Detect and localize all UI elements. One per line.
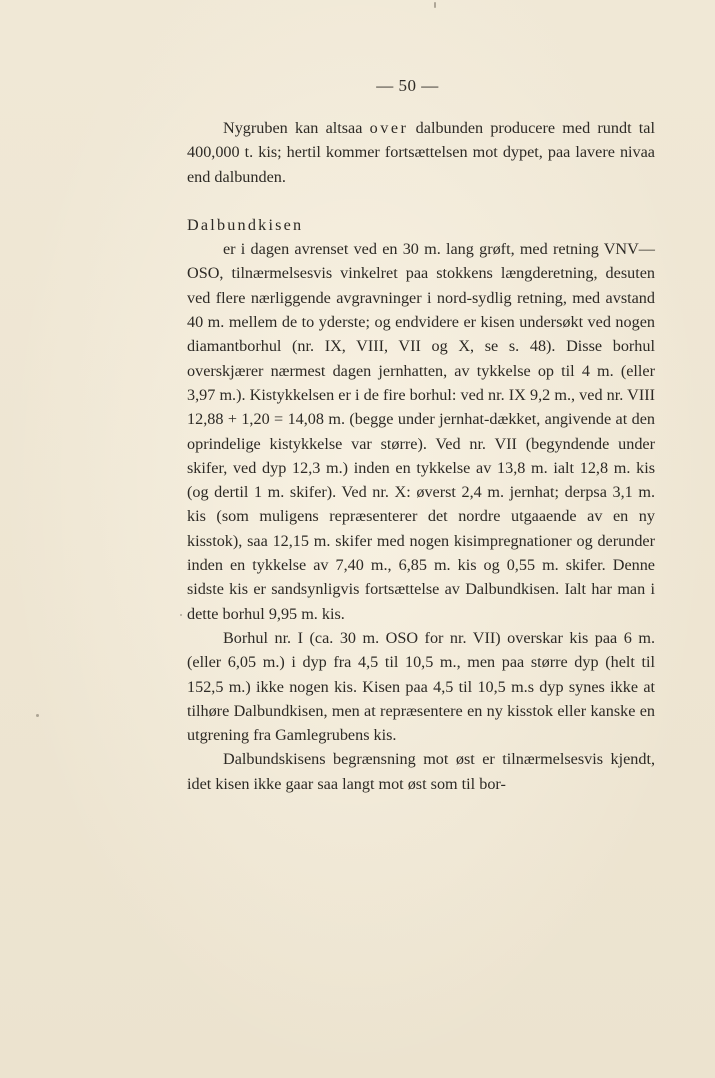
- page-number: — 50 —: [376, 76, 439, 95]
- paragraph-1-rest: dalbunden producere med rundt tal 400,000 t. kis; hertil kommer fortsættelsen mot dypet, paa lavere nivaa end dalbunden.: [187, 119, 655, 186]
- body-text: [187, 116, 655, 796]
- paragraph-2: er i dagen avrenset ved en 30 m. lang grøft, med retning VNV—OSO, tilnærmelsesvis vinkelret paa stokkens længderetning, desuten ved flere nærliggende avgravninger i nord-sydlig retning, med avstand 40 m. mellem de to yderste; og endvidere er kisen undersøkt ved nogen diamantborhul (nr. IX, VIII, VII og X, se s. 48). Disse borhul overskjærer nærmest dagen jernhatten, av tykkelse op til 4 m. (eller 3,97 m.). Kistykkelsen er i de fire borhul: ved nr. IX 9,2 m., ved nr. VIII 12,88 + 1,20 = 14,08 m. (begge under jernhat-dækket, angivende at den oprindelige kistykkelse var større). Ved nr. VII (begyndende under skifer, ved dyp 12,3 m.) inden en tykkelse av 13,8 m. ialt 12,8 m. kis (og dertil 1 m. skifer). Ved nr. X: øverst 2,4 m. jernhat; derpsa 3,1 m. kis (som muligens repræsenterer det nordre utgaaende av en ny kisstok), saa 12,15 m. skifer med nogen kisimpregnationer og derunder inden en tykkelse av 7,40 m., 6,85 m. kis og 0,55 m. skifer. Denne sidste kis er sandsynligvis fortsættelse av Dalbundkisen. Ialt har man i dette borhul 9,95 m. kis.: [187, 240, 655, 623]
- paper-speck: [180, 614, 182, 616]
- section-heading: Dalbundkisen: [187, 215, 304, 234]
- paper-speck: [434, 2, 436, 8]
- paragraph-1-start: Nygruben kan altsaa: [223, 119, 370, 137]
- paragraph-1: [187, 116, 655, 189]
- emphasis-over: over: [369, 119, 409, 137]
- paragraph-3: Borhul nr. I (ca. 30 m. OSO for nr. VII) overskar kis paa 6 m. (eller 6,05 m.) i dyp fra 4,5 til 10,5 m., men paa større dyp (helt til 152,5 m.) ikke nogen kis. Kisen paa 4,5 til 10,5 m.s dyp synes ikke at tilhøre Dalbundkisen, men at repræsentere en ny kisstok eller kanske en utgrening fra Gamlegrubens kis.: [187, 628, 655, 745]
- paper-speck: [36, 714, 39, 717]
- paragraph-4: Dalbundskisens begrænsning mot øst er tilnærmelsesvis kjendt, idet kisen ikke gaar saa langt mot øst som til bor-: [187, 750, 655, 793]
